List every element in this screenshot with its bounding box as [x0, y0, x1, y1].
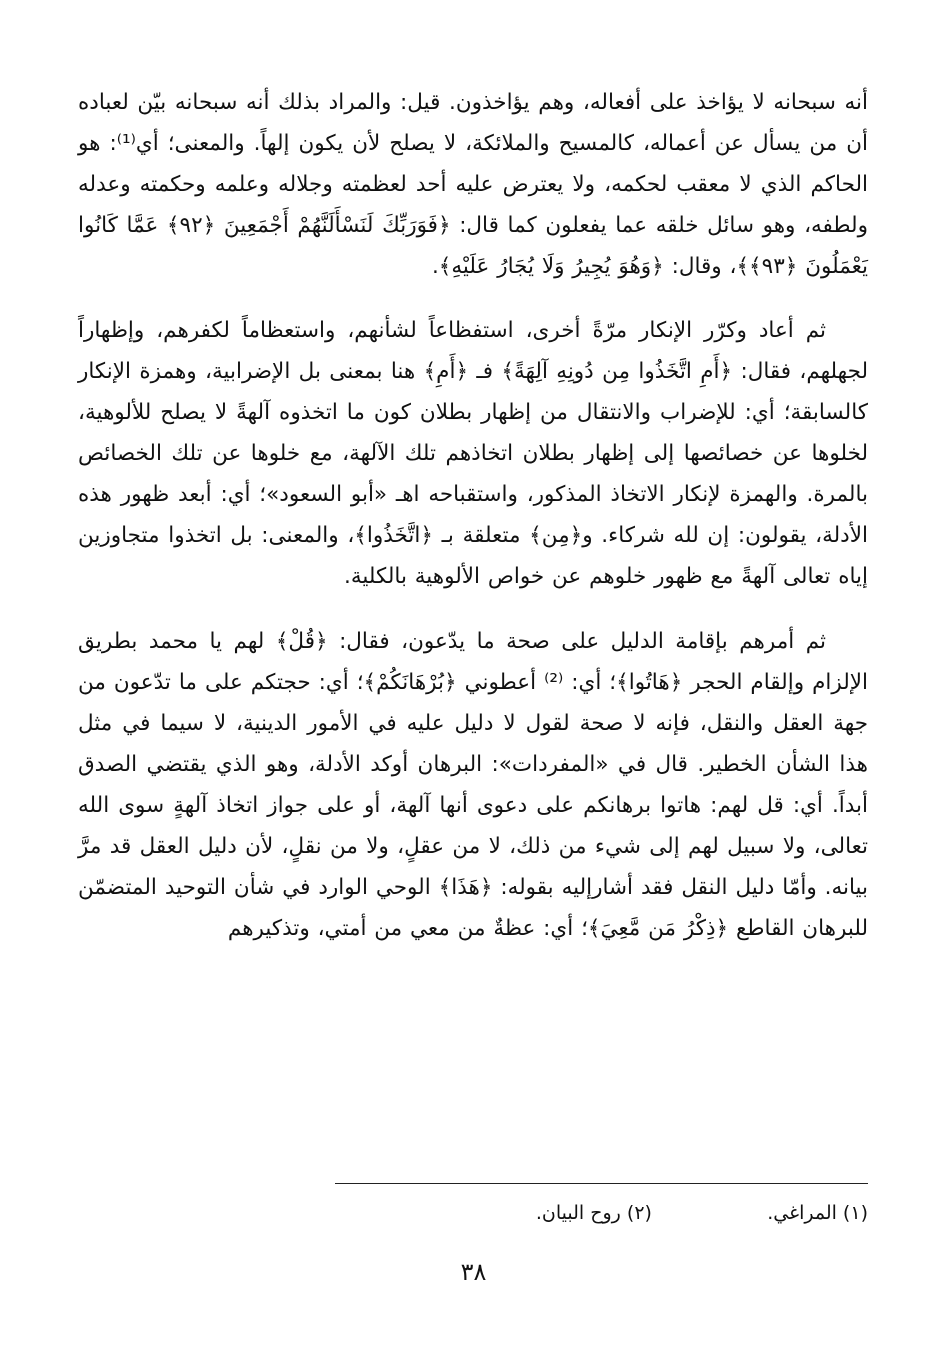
page-number: ٣٨: [460, 1258, 487, 1286]
page-body: [78, 82, 868, 949]
paragraph-2: ثم أعاد وكرّر الإنكار مرّةً أخرى، استفظاعاً لشأنهم، واستعظاماً لكفرهم، وإظهاراً لجهلهم، فقال: ﴿أَمِ اتَّخَذُوا مِن دُونِهِ آلِهَةً﴾ فـ ﴿أَمِ﴾ هنا بمعنى بل الإضرابية، وهمزة الإنكار كالسابقة؛ أي: للإضراب والانتقال من إظهار بطلان كون ما اتخذوه آلهةً لا يصلح للألوهية، لخلوها عن خصائصها إلى إظهار بطلان اتخاذهم تلك الآلهة، مع خلوها عن تلك الخصائص بالمرة. والهمزة لإنكار الاتخاذ المذكور، واستقباحه اهـ «أبو السعود»؛ أي: أبعد ظهور هذه الأدلة، يقولون: إن لله شركاء. و﴿مِن﴾ متعلقة بـ ﴿اتَّخَذُوا﴾، والمعنى: بل اتخذوا متجاوزين إياه تعالى آلهةً مع ظهور خلوهم عن خواص الألوهية بالكلية.: [78, 318, 868, 589]
footnote-divider: [335, 1183, 868, 1184]
footnote-2: (٢) روح البيان.: [535, 1202, 652, 1224]
footnotes: [78, 1198, 868, 1228]
paragraph-1: أنه سبحانه لا يؤاخذ على أفعاله، وهم يؤاخذون. قيل: والمراد بذلك أنه سبحانه بيّن لعباده أن من يسأل عن أعماله، كالمسيح والملائكة، لا يصلح لأن يكون إلهاً. والمعنى؛ أي⁽¹⁾: هو الحاكم الذي لا معقب لحكمه، ولا يعترض عليه أحد لعظمته وجلاله وعلمه وحكمته وعدله ولطفه، وهو سائل خلقه عما يفعلون كما قال: ﴿فَوَرَبِّكَ لَنَسْأَلَنَّهُمْ أَجْمَعِينَ ﴿٩٢﴾ عَمَّا كَانُوا يَعْمَلُونَ ﴿٩٣﴾﴾، وقال: ﴿وَهُوَ يُجِيرُ وَلَا يُجَارُ عَلَيْهِ﴾.: [78, 90, 868, 279]
paragraph-3: ثم أمرهم بإقامة الدليل على صحة ما يدّعون، فقال: ﴿قُلْ﴾ لهم يا محمد بطريق الإلزام وإلقام الحجر ﴿هَاتُوا﴾؛ أي: ⁽²⁾ أعطوني ﴿بُرْهَانَكُمْ﴾؛ أي: حجتكم على ما تدّعون من جهة العقل والنقل، فإنه لا صحة لقول لا دليل عليه في الأمور الدينية، لا سيما في مثل هذا الشأن الخطير. قال في «المفردات»: البرهان أوكد الأدلة، وهو الذي يقتضي الصدق أبداً. أي: قل لهم: هاتوا برهانكم على دعوى أنها آلهة، أو على جواز اتخاذ آلهةٍ سوى الله تعالى، ولا سبيل لهم إلى شيء من ذلك، لا من عقلٍ، ولا من نقلٍ، لأن دليل العقل قد مرَّ بيانه. وأمّا دليل النقل فقد أشارإليه بقوله: ﴿هَذَا﴾ الوحي الوارد في شأن التوحيد المتضمّن للبرهان القاطع ﴿ذِكْرُ مَن مَّعِيَ﴾؛ أي: عظةٌ من معي من أمتي، وتذكيرهم: [78, 629, 869, 941]
footnote-1: (١) المراغي.: [767, 1202, 868, 1224]
